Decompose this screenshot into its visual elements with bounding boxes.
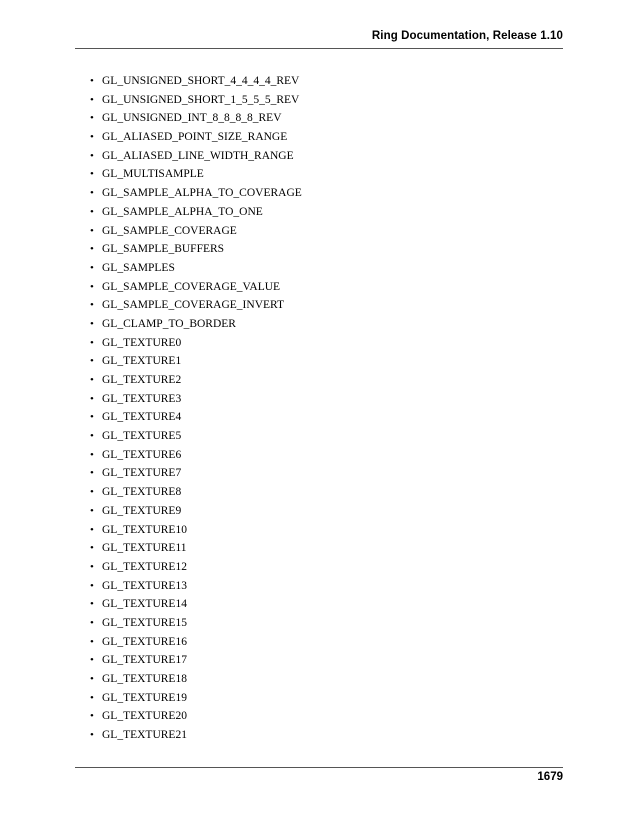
list-item-text: GL_TEXTURE16 (102, 635, 187, 648)
list-item (90, 429, 302, 448)
list-item-text: GL_UNSIGNED_SHORT_1_5_5_5_REV (102, 93, 300, 106)
list-item-text: GL_TEXTURE4 (102, 411, 182, 424)
list-item-text: GL_TEXTURE11 (102, 542, 187, 555)
list-item (90, 93, 302, 112)
bullet-icon: • (90, 149, 94, 162)
list-item (90, 597, 302, 616)
bullet-icon: • (90, 691, 94, 704)
list-item-text: GL_TEXTURE0 (102, 336, 182, 349)
bullet-icon: • (90, 336, 94, 349)
list-item (90, 111, 302, 130)
list-item-text: GL_TEXTURE3 (102, 392, 182, 405)
bullet-icon: • (90, 411, 94, 424)
bullet-icon: • (90, 280, 94, 293)
bullet-icon: • (90, 467, 94, 480)
bullet-icon: • (90, 430, 94, 443)
bullet-icon: • (90, 299, 94, 312)
list-item (90, 130, 302, 149)
list-item-text: GL_TEXTURE9 (102, 504, 182, 517)
list-item-text: GL_TEXTURE1 (102, 355, 182, 368)
bullet-icon: • (90, 205, 94, 218)
header-divider (75, 48, 563, 49)
list-item-text: GL_ALIASED_POINT_SIZE_RANGE (102, 131, 288, 144)
bullet-icon: • (90, 224, 94, 237)
list-item-text: GL_CLAMP_TO_BORDER (102, 317, 236, 330)
list-item-text: GL_ALIASED_LINE_WIDTH_RANGE (102, 149, 294, 162)
page-number: 1679 (537, 771, 563, 783)
list-item-text: GL_TEXTURE14 (102, 598, 187, 611)
list-item (90, 728, 302, 747)
bullet-icon: • (90, 542, 94, 555)
list-item-text: GL_TEXTURE13 (102, 579, 187, 592)
list-item (90, 242, 302, 261)
bullet-icon: • (90, 673, 94, 685)
list-item (90, 560, 302, 579)
bullet-icon: • (90, 579, 94, 592)
list-item-text: GL_TEXTURE7 (102, 467, 182, 480)
list-item (90, 691, 302, 710)
list-item-text: GL_SAMPLE_ALPHA_TO_COVERAGE (102, 187, 302, 200)
list-item (90, 298, 302, 317)
list-item-text: GL_SAMPLE_COVERAGE_INVERT (102, 299, 285, 312)
list-item (90, 541, 302, 560)
list-item-text: GL_SAMPLE_BUFFERS (102, 243, 225, 256)
list-item-text: GL_TEXTURE17 (102, 654, 187, 667)
list-item-text: GL_MULTISAMPLE (102, 168, 204, 181)
bullet-icon: • (90, 448, 94, 461)
list-item (90, 354, 302, 373)
list-item (90, 709, 302, 728)
list-item (90, 448, 302, 467)
bullet-icon: • (90, 355, 94, 368)
bullet-icon: • (90, 374, 94, 386)
list-item (90, 504, 302, 523)
list-item (90, 653, 302, 672)
list-item (90, 485, 302, 504)
bullet-icon: • (90, 654, 94, 667)
list-item-text: GL_TEXTURE21 (102, 729, 187, 742)
list-item (90, 186, 302, 205)
list-item (90, 392, 302, 411)
bullet-icon: • (90, 616, 94, 629)
list-item-text: GL_TEXTURE2 (102, 374, 182, 386)
list-item (90, 261, 302, 280)
bullet-icon: • (90, 131, 94, 144)
list-item (90, 672, 302, 691)
list-item-text: GL_TEXTURE18 (102, 673, 187, 685)
list-item-text: GL_TEXTURE19 (102, 691, 187, 704)
bullet-icon: • (90, 486, 94, 499)
bullet-icon: • (90, 261, 94, 274)
bullet-icon: • (90, 729, 94, 742)
list-item-text: GL_SAMPLE_ALPHA_TO_ONE (102, 205, 263, 218)
constant-list (90, 74, 302, 747)
list-item (90, 74, 302, 93)
footer-divider (75, 767, 563, 768)
list-item (90, 410, 302, 429)
bullet-icon: • (90, 187, 94, 200)
list-item (90, 280, 302, 299)
list-item (90, 523, 302, 542)
list-item-text: GL_TEXTURE10 (102, 523, 187, 536)
list-item-text: GL_TEXTURE12 (102, 560, 187, 573)
bullet-icon: • (90, 504, 94, 517)
bullet-icon: • (90, 317, 94, 330)
list-item (90, 224, 302, 243)
list-item (90, 205, 302, 224)
list-item (90, 167, 302, 186)
list-item-text: GL_UNSIGNED_INT_8_8_8_8_REV (102, 112, 282, 125)
bullet-icon: • (90, 635, 94, 648)
bullet-icon: • (90, 243, 94, 256)
bullet-icon: • (90, 560, 94, 573)
list-item (90, 616, 302, 635)
bullet-icon: • (90, 75, 94, 87)
list-item-text: GL_TEXTURE15 (102, 616, 187, 629)
list-item-text: GL_TEXTURE5 (102, 430, 182, 443)
list-item (90, 149, 302, 168)
bullet-icon: • (90, 392, 94, 405)
list-item (90, 635, 302, 654)
list-item (90, 317, 302, 336)
bullet-icon: • (90, 523, 94, 536)
list-item-text: GL_SAMPLE_COVERAGE (102, 224, 237, 237)
list-item (90, 466, 302, 485)
bullet-icon: • (90, 168, 94, 181)
list-item-text: GL_SAMPLES (102, 261, 175, 274)
list-item (90, 579, 302, 598)
bullet-icon: • (90, 93, 94, 106)
list-item-text: GL_SAMPLE_COVERAGE_VALUE (102, 280, 281, 293)
list-item-text: GL_TEXTURE20 (102, 710, 187, 723)
bullet-icon: • (90, 710, 94, 723)
list-item (90, 373, 302, 392)
header-title: Ring Documentation, Release 1.10 (371, 30, 563, 42)
list-item (90, 336, 302, 355)
bullet-icon: • (90, 112, 94, 125)
list-item-text: GL_UNSIGNED_SHORT_4_4_4_4_REV (102, 75, 300, 87)
list-item-text: GL_TEXTURE8 (102, 486, 182, 499)
list-item-text: GL_TEXTURE6 (102, 448, 182, 461)
bullet-icon: • (90, 598, 94, 611)
